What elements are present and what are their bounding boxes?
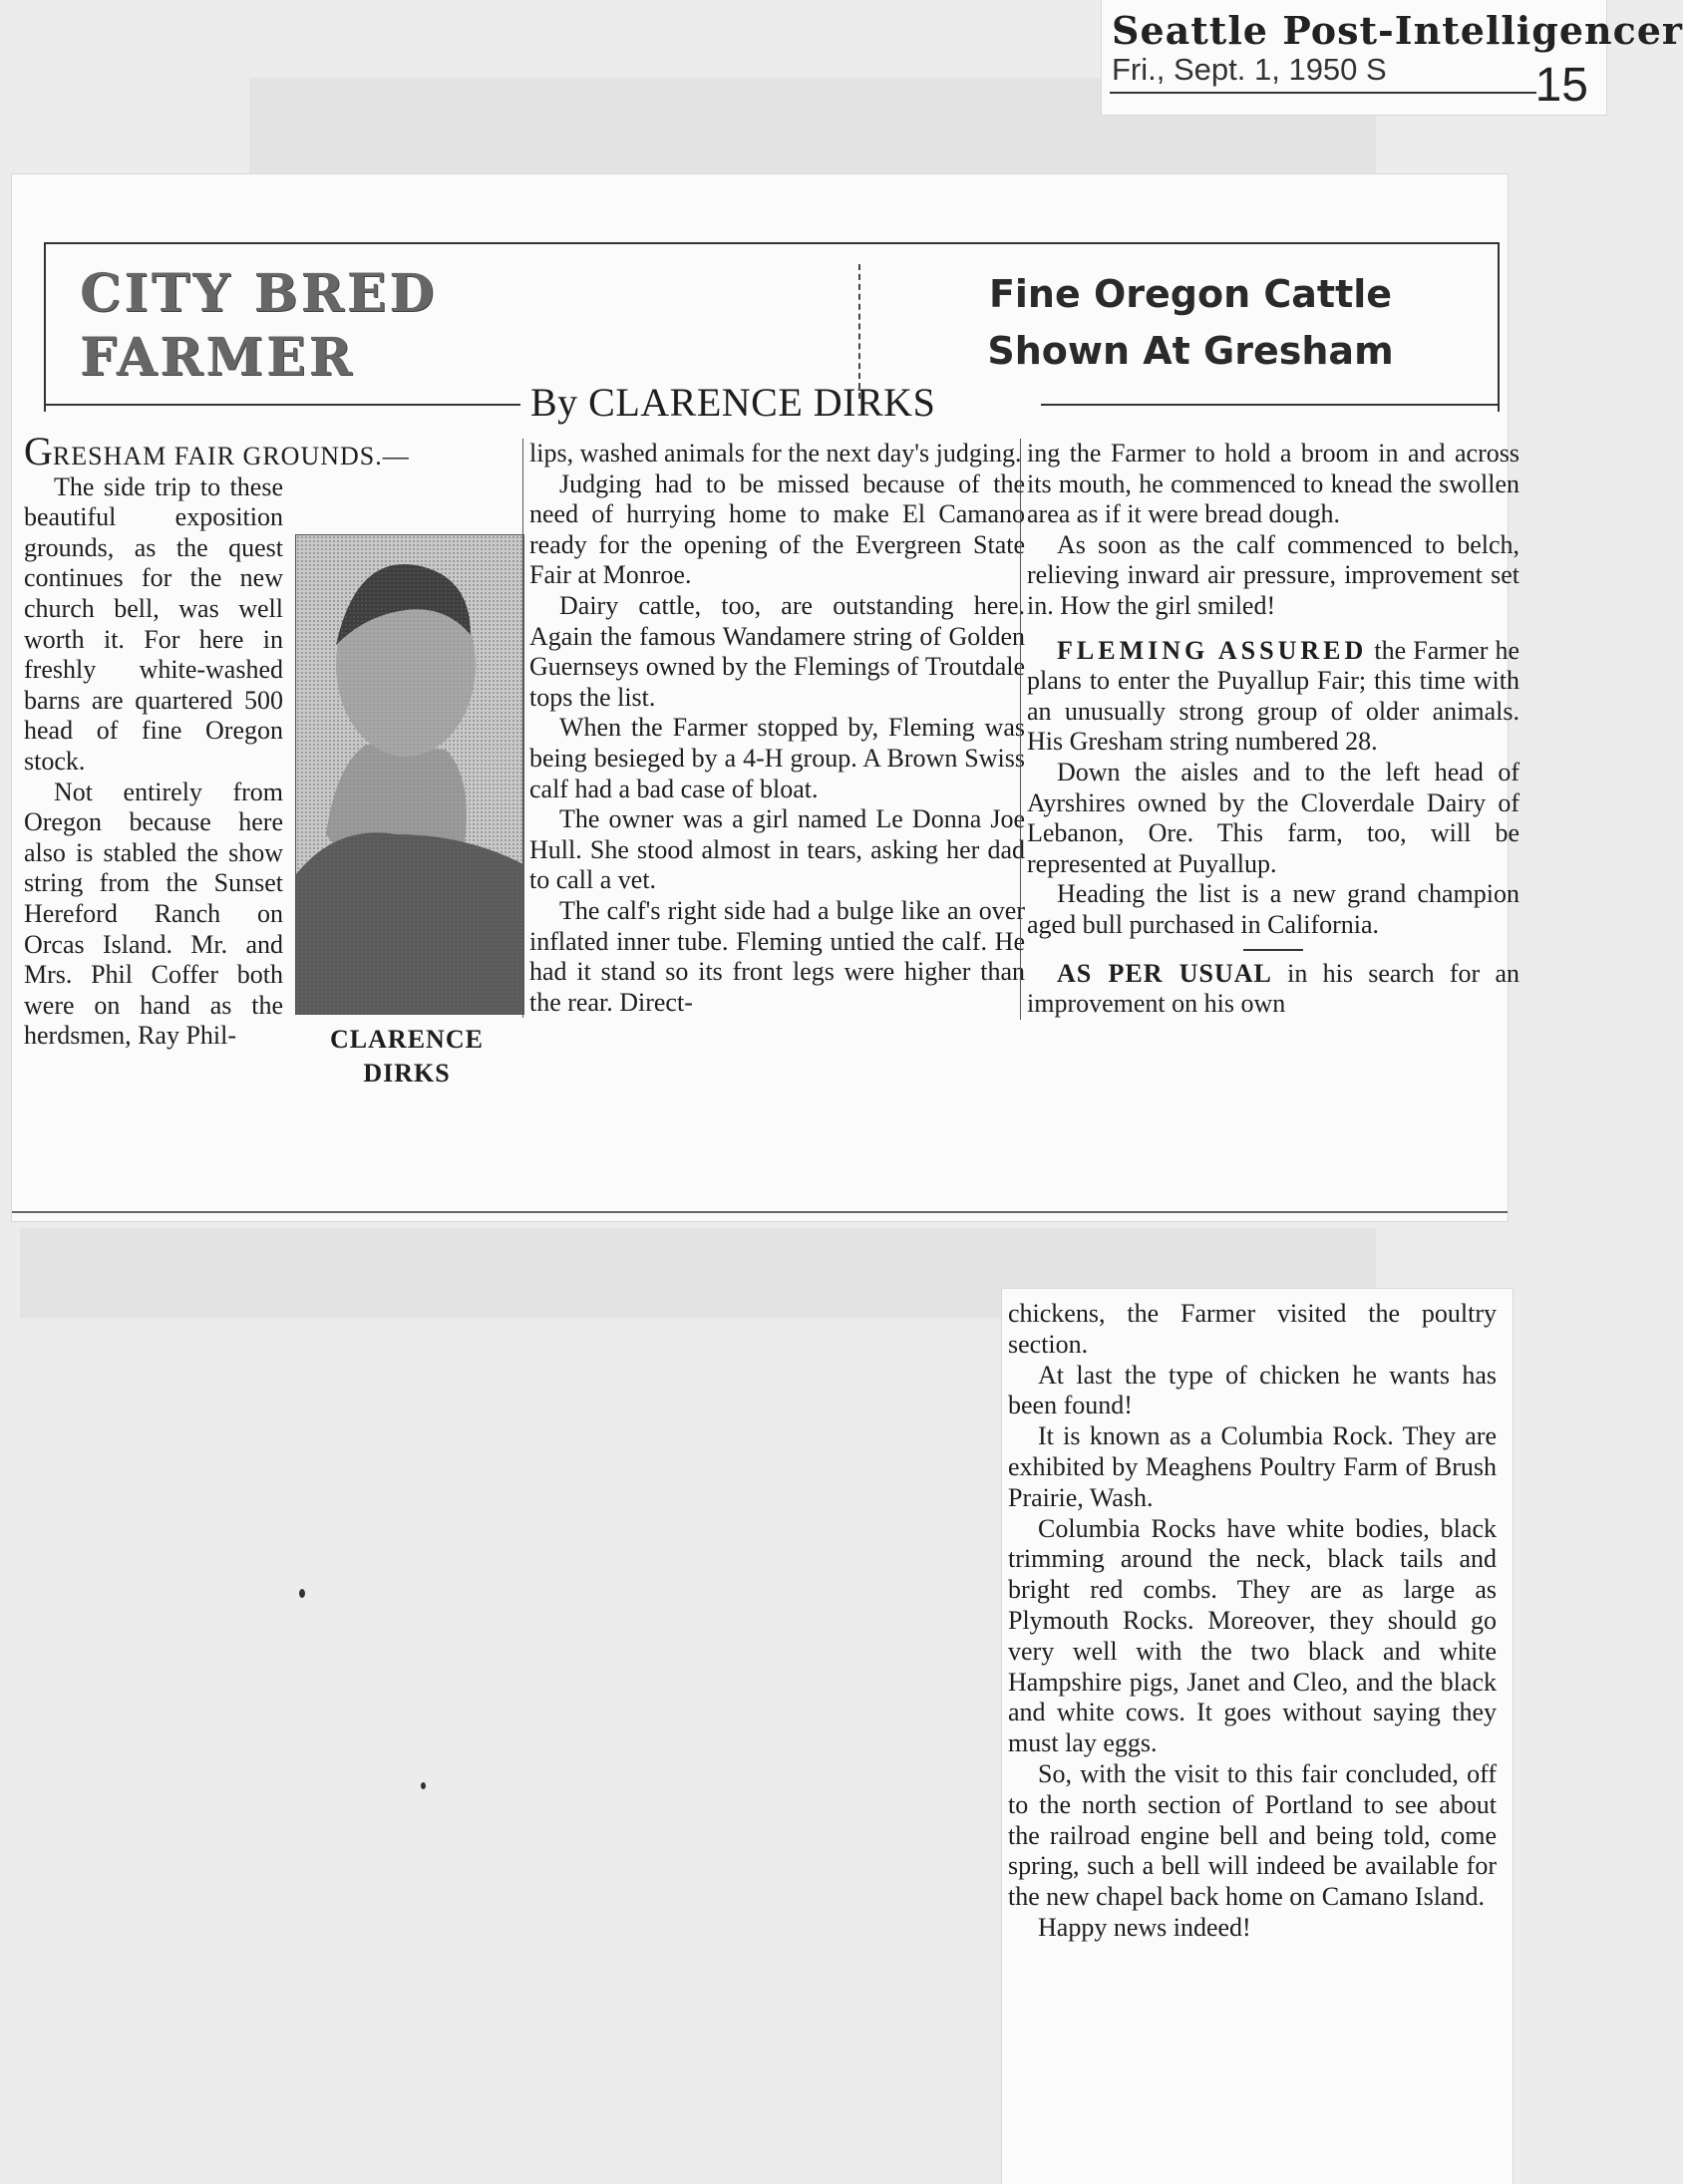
- column-title-line2: FARMER: [80, 327, 355, 388]
- paragraph: [1027, 959, 1519, 1020]
- headline: [901, 266, 1480, 380]
- article-column-3: [1020, 439, 1519, 1020]
- section-rule: [1243, 949, 1303, 951]
- subhead-lead: FLEMING ASSURED: [1057, 635, 1368, 665]
- paragraph: The side trip to these beautiful exposition grounds, as the quest continues for the new church bell, was well worth it. For here in freshly white-washed barns are quartered 500 head of fine Oregon stock.: [24, 471, 283, 776]
- paragraph: chickens, the Farmer visited the poultry section.: [1008, 1299, 1497, 1359]
- byline-row: [44, 374, 1500, 425]
- dateline-text: RESHAM FAIR GROUNDS.—: [52, 442, 410, 470]
- masthead-clipping: [1102, 0, 1683, 115]
- paragraph: At last the type of chicken he wants has been found!: [1008, 1360, 1497, 1420]
- article-clipping: [12, 174, 1520, 1221]
- paragraph: The owner was a girl named Le Donna Joe Hull. She stood almost in tears, asking her dad to call a vet.: [529, 804, 1025, 895]
- paragraph: So, with the visit to this fair concluded, off to the north section of Portland to see about the railroad engine bell and being told, come spring, such a bell will indeed be available for the new chapel back home on Camano Island.: [1008, 1758, 1497, 1912]
- paragraph: ing the Farmer to hold a broom in and across its mouth, he commenced to knead the swollen area as if it were bread dough.: [1027, 439, 1519, 529]
- headline-line2: Shown At Gresham: [987, 329, 1394, 373]
- dateline-initial: G: [24, 429, 53, 473]
- paragraph-text: the Farmer he plans to enter the Puyallup Fair; this time with an unusually strong group of older animals. His Gresham string numbered 28.: [1027, 635, 1520, 757]
- continuation-text: [1008, 1299, 1497, 1944]
- author-portrait-image: [295, 534, 524, 1015]
- article-column-2: [522, 439, 1025, 1018]
- headline-line1: Fine Oregon Cattle: [988, 272, 1393, 316]
- newspaper-name: Seattle Post-Intelligencer: [1112, 8, 1683, 53]
- masthead-rule: [1110, 92, 1536, 94]
- dateline: [24, 429, 522, 473]
- column-title: [80, 262, 438, 390]
- publication-date: Fri., Sept. 1, 1950 S: [1112, 52, 1387, 87]
- photo-caption-line1: CLARENCE: [330, 1024, 484, 1054]
- subhead-lead: AS PER USUAL: [1057, 958, 1272, 988]
- paragraph: Judging had to be missed because of the need of hurrying home to make El Camano ready for the opening of the Evergreen State Fair at Monroe.: [529, 468, 1025, 590]
- article-column-1: [24, 429, 522, 1091]
- paragraph: Not entirely from Oregon because here also is stabled the show string from the Sunset Hereford Ranch on Orcas Island. Mr. and Mrs. Phil Coffer both were on hand as the herdsmen, Ray Phil-: [24, 777, 283, 1051]
- photo-caption: [291, 1023, 522, 1091]
- paragraph: Columbia Rocks have white bodies, black trimming around the neck, black tails and bright red combs. They are as large as Plymouth Rocks. Moreover, they should go very well with the two black and white Hampshire pigs, Janet and Cleo, and the black and white cows. It goes without saying they must lay eggs.: [1008, 1513, 1497, 1758]
- paragraph: The calf's right side had a bulge like an over inflated inner tube. Fleming untied the calf. He had it stand so its front legs were higher than the rear. Direct-: [529, 895, 1025, 1017]
- paragraph: As soon as the calf commenced to belch, relieving inward air pressure, improvement set in. How the girl smiled!: [1027, 529, 1519, 620]
- byline-rule-left: [44, 404, 520, 406]
- column-title-line1: CITY BRED: [80, 263, 438, 324]
- paragraph: Down the aisles and to the left head of Ayrshires owned by the Cloverdale Dairy of Lebanon, Ore. This farm, too, will be represented at Puyallup.: [1027, 757, 1519, 878]
- dust-speck: [299, 1589, 305, 1598]
- paragraph: Happy news indeed!: [1038, 1912, 1251, 1942]
- byline: By CLARENCE DIRKS: [530, 380, 936, 425]
- page-number: 15: [1534, 59, 1588, 112]
- paragraph-text: in his search for an improvement on his own: [1027, 958, 1519, 1019]
- paragraph: When the Farmer stopped by, Fleming was being besieged by a 4-H group. A Brown Swiss calf had a bad case of bloat.: [529, 713, 1025, 803]
- byline-rule-right: [1041, 404, 1500, 406]
- photo-caption-line2: DIRKS: [363, 1058, 451, 1088]
- dust-speck: [421, 1782, 426, 1789]
- paragraph: [1027, 636, 1519, 758]
- paragraph: Dairy cattle, too, are outstanding here. Again the famous Wandamere string of Golden Guernseys owned by the Flemings of Troutdale tops the list.: [529, 590, 1025, 712]
- author-photo-block: [291, 534, 522, 1091]
- paragraph: It is known as a Columbia Rock. They are exhibited by Meaghens Poultry Farm of Brush Prairie, Wash.: [1008, 1421, 1497, 1512]
- paragraph: Heading the list is a new grand champion aged bull purchased in California.: [1027, 879, 1519, 939]
- paragraph: lips, washed animals for the next day's judging.: [529, 439, 1022, 468]
- continuation-clipping: [1002, 1289, 1513, 2184]
- clipping-bottom-rule: [12, 1211, 1508, 1213]
